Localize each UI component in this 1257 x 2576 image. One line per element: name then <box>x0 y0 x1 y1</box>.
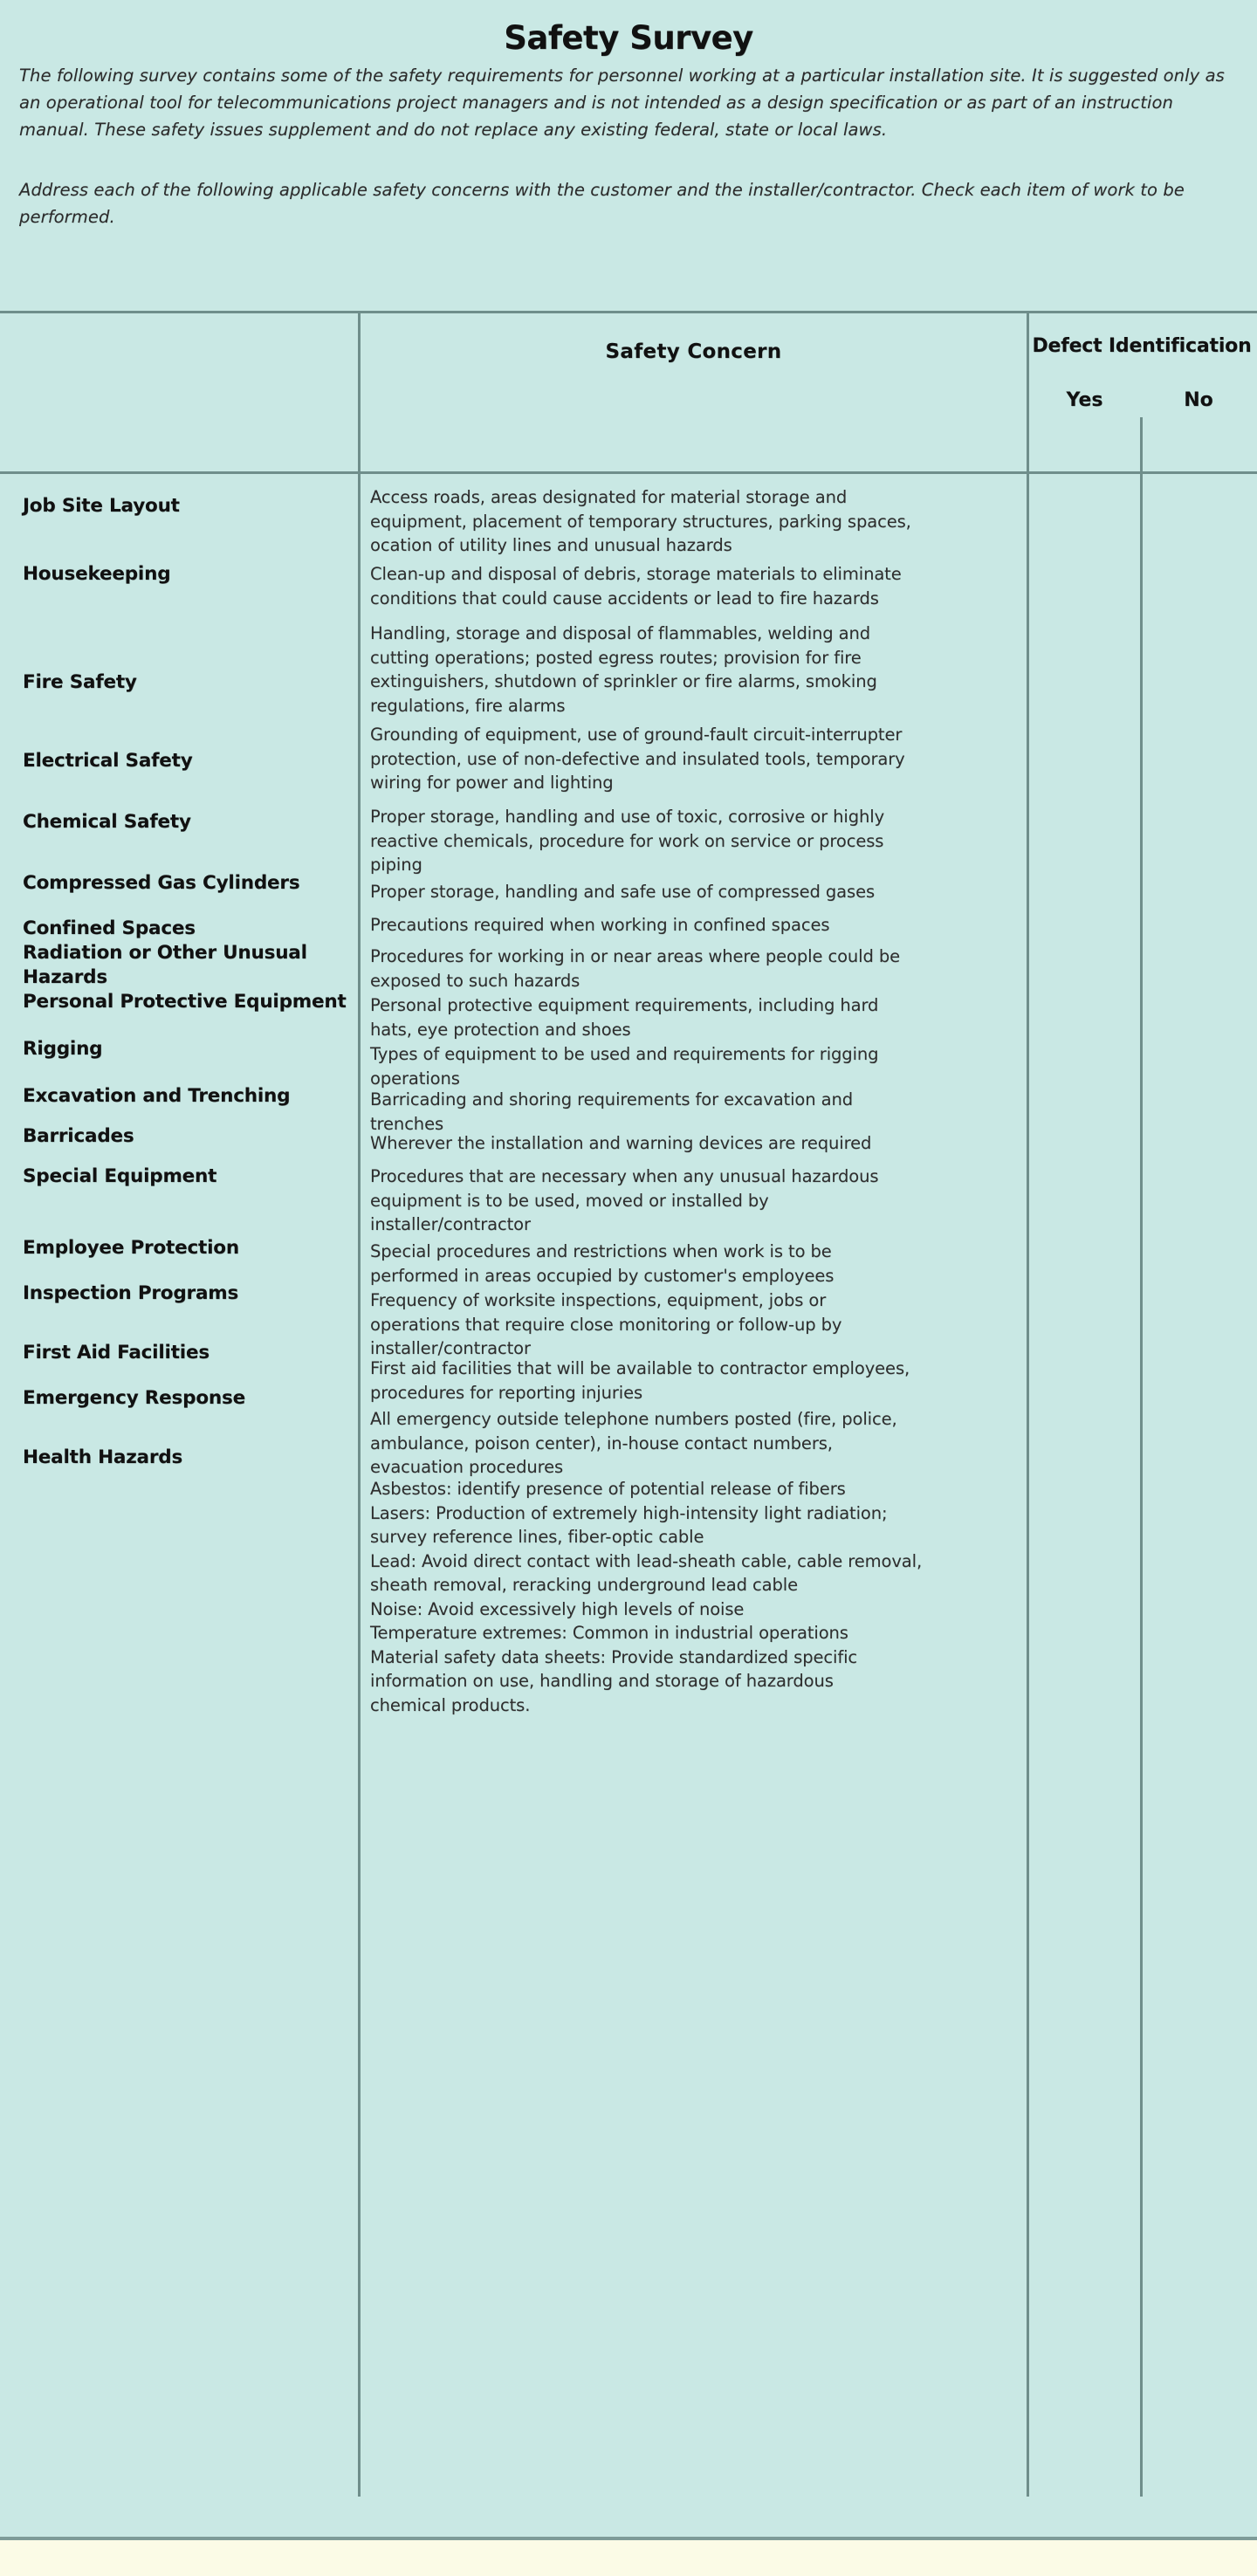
intro-block <box>0 0 1257 230</box>
concern-label: Housekeeping <box>23 563 171 585</box>
defect-no-checkbox-cell[interactable] <box>1144 1357 1252 1383</box>
concern-label: First Aid Facilities <box>23 1342 210 1364</box>
concern-description-line: Access roads, areas designated for material storage and <box>370 487 848 507</box>
concern-description-line: Grounding of equipment, use of ground-fault circuit-interrupter <box>370 725 903 745</box>
concern-description <box>370 1288 1020 1361</box>
safety-survey-table <box>0 311 1257 2538</box>
concern-description-line: Asbestos: identify presence of potential release of fibers <box>370 1479 846 1499</box>
defect-no-checkbox-cell[interactable] <box>1144 1477 1252 1503</box>
concern-description-line: installer/contractor <box>370 1214 531 1234</box>
concern-description-line: All emergency outside telephone numbers posted (fire, police, <box>370 1409 897 1429</box>
concern-description-line: extinguishers, shutdown of sprinkler or fire alarms, smoking <box>370 671 877 691</box>
defect-yes-checkbox-cell[interactable] <box>1030 993 1138 1020</box>
concern-description-line: conditions that could cause accidents or lead to fire hazards <box>370 587 879 608</box>
concern-description-line: chemical products. <box>370 1694 531 1715</box>
defect-yes-checkbox-cell[interactable] <box>1030 1088 1138 1114</box>
concern-description-line: equipment is to be used, moved or installed by <box>370 1190 769 1211</box>
concern-description-line: ocation of utility lines and unusual hazards <box>370 535 732 555</box>
concern-description <box>370 880 1020 904</box>
concern-description <box>370 1477 1020 1717</box>
concern-description-line: ambulance, poison center), in-house contact numbers, <box>370 1432 833 1453</box>
defect-yes-checkbox-cell[interactable] <box>1030 723 1138 749</box>
concern-description-line: performed in areas occupied by customer's employees <box>370 1265 835 1286</box>
column-header-no: No <box>1184 389 1213 411</box>
defect-yes-checkbox-cell[interactable] <box>1030 1131 1138 1157</box>
concern-label: Confined Spaces <box>23 917 196 939</box>
concern-description-line: piping <box>370 855 422 875</box>
concern-description-line: Types of equipment to be used and requirements for rigging <box>370 1044 879 1064</box>
concern-description-line: Procedures that are necessary when any unusual hazardous <box>370 1166 879 1186</box>
column-divider-category <box>358 311 361 2497</box>
defect-yes-checkbox-cell[interactable] <box>1030 880 1138 906</box>
column-header-yes: Yes <box>1066 389 1103 411</box>
defect-yes-checkbox-cell[interactable] <box>1030 1164 1138 1191</box>
concern-description-line: information on use, handling and storage of hazardous <box>370 1671 834 1691</box>
defect-no-checkbox-cell[interactable] <box>1144 1407 1252 1433</box>
concern-description-line: Proper storage, handling and use of toxic, corrosive or highly <box>370 807 885 827</box>
concern-description-line: Frequency of worksite inspections, equipment, jobs or <box>370 1290 827 1310</box>
concern-description <box>370 1407 1020 1480</box>
concern-description-line: Clean-up and disposal of debris, storage materials to eliminate <box>370 564 902 584</box>
concern-label: Emergency Response <box>23 1387 245 1409</box>
concern-description <box>370 805 1020 877</box>
page-bottom-strip <box>0 2540 1257 2576</box>
concern-description-line: sheath removal, reracking underground lead cable <box>370 1575 798 1595</box>
defect-no-checkbox-cell[interactable] <box>1144 1042 1252 1068</box>
concern-description-line: Temperature extremes: Common in industrial operations <box>370 1623 848 1643</box>
defect-yes-checkbox-cell[interactable] <box>1030 1477 1138 1503</box>
concern-label: Chemical Safety <box>23 811 191 833</box>
defect-no-checkbox-cell[interactable] <box>1144 562 1252 588</box>
concern-description-line: Lasers: Production of extremely high-intensity light radiation; <box>370 1502 888 1523</box>
defect-yes-checkbox-cell[interactable] <box>1030 1042 1138 1068</box>
concern-description-line: cutting operations; posted egress routes; provision for fire <box>370 647 862 668</box>
concern-label: Health Hazards <box>23 1446 183 1468</box>
page-title: Safety Survey <box>504 19 753 57</box>
defect-yes-checkbox-cell[interactable] <box>1030 485 1138 512</box>
concern-description-line: Lead: Avoid direct contact with lead-sheath cable, cable removal, <box>370 1550 923 1571</box>
concern-label: Job Site Layout <box>23 495 180 517</box>
concern-label: Excavation and Trenching <box>23 1085 291 1107</box>
concern-description <box>370 622 1020 718</box>
concern-description-line: procedures for reporting injuries <box>370 1382 643 1403</box>
defect-no-checkbox-cell[interactable] <box>1144 913 1252 939</box>
defect-no-checkbox-cell[interactable] <box>1144 1240 1252 1266</box>
concern-description-line: equipment, placement of temporary structures, parking spaces, <box>370 511 911 532</box>
concern-description-line: reactive chemicals, procedure for work on service or process <box>370 830 884 851</box>
concern-label: Barricades <box>23 1125 134 1147</box>
concern-description-line: Proper storage, handling and safe use of compressed gases <box>370 882 876 902</box>
defect-no-checkbox-cell[interactable] <box>1144 993 1252 1020</box>
defect-no-checkbox-cell[interactable] <box>1144 1131 1252 1157</box>
defect-yes-checkbox-cell[interactable] <box>1030 562 1138 588</box>
column-divider-yes-no <box>1140 417 1143 2497</box>
concern-description-line: regulations, fire alarms <box>370 695 566 716</box>
concern-description <box>370 1042 1020 1090</box>
defect-no-checkbox-cell[interactable] <box>1144 1088 1252 1114</box>
concern-description-line: protection, use of non-defective and insulated tools, temporary <box>370 748 905 769</box>
concern-description-line: evacuation procedures <box>370 1457 564 1477</box>
concern-label: Personal Protective Equipment <box>23 991 347 1013</box>
concern-description-line: Barricading and shoring requirements for excavation and <box>370 1089 853 1109</box>
concern-description-line: wiring for power and lighting <box>370 773 614 793</box>
table-top-border <box>0 311 1257 313</box>
concern-description-line: Material safety data sheets: Provide standardized specific <box>370 1646 858 1667</box>
concern-label: Fire Safety <box>23 671 137 693</box>
defect-no-checkbox-cell[interactable] <box>1144 485 1252 512</box>
intro-paragraph-1: The following survey contains some of the safety requirements for personnel working at a particular installation site. It is suggested only as an operational tool for telecommunications project managers and is not intended as a design specification or as part of an instruction manual. These safety issues supplement and do not replace any existing federal, state or local laws. <box>19 65 1225 140</box>
defect-yes-checkbox-cell[interactable] <box>1030 1407 1138 1433</box>
concern-description-line: Precautions required when working in confined spaces <box>370 915 830 935</box>
defect-yes-checkbox-cell[interactable] <box>1030 1357 1138 1383</box>
defect-no-checkbox-cell[interactable] <box>1144 805 1252 831</box>
column-divider-defect <box>1027 311 1029 2497</box>
concern-description <box>370 1357 1020 1405</box>
defect-no-checkbox-cell[interactable] <box>1144 1164 1252 1191</box>
defect-no-checkbox-cell[interactable] <box>1144 880 1252 906</box>
intro-paragraph-2: Address each of the following applicable safety concerns with the customer and the installer/contractor. Check each item of work to be performed. <box>19 180 1185 227</box>
concern-label: Inspection Programs <box>23 1282 239 1304</box>
concern-description <box>370 993 1020 1041</box>
defect-no-checkbox-cell[interactable] <box>1144 622 1252 648</box>
table-header-border <box>0 471 1257 474</box>
defect-no-checkbox-cell[interactable] <box>1144 1288 1252 1315</box>
concern-description-line: survey reference lines, fiber-optic cable <box>370 1527 704 1547</box>
column-header-defect-identification: Defect Identification <box>1032 335 1252 357</box>
defect-yes-checkbox-cell[interactable] <box>1030 1288 1138 1315</box>
concern-label: Rigging <box>23 1038 103 1060</box>
concern-description <box>370 485 1020 558</box>
column-header-safety-concern: Safety Concern <box>605 340 782 363</box>
defect-no-checkbox-cell[interactable] <box>1144 945 1252 971</box>
defect-yes-checkbox-cell[interactable] <box>1030 805 1138 831</box>
concern-description-line: operations <box>370 1068 460 1089</box>
concern-description-line: exposed to such hazards <box>370 970 580 991</box>
concern-description-line: Noise: Avoid excessively high levels of noise <box>370 1598 745 1619</box>
defect-yes-checkbox-cell[interactable] <box>1030 622 1138 648</box>
concern-description <box>370 945 1020 993</box>
concern-description-line: Handling, storage and disposal of flammables, welding and <box>370 623 871 643</box>
concern-label: Compressed Gas Cylinders <box>23 872 300 894</box>
concern-description-line: hats, eye protection and shoes <box>370 1019 631 1040</box>
defect-no-checkbox-cell[interactable] <box>1144 723 1252 749</box>
defect-yes-checkbox-cell[interactable] <box>1030 945 1138 971</box>
concern-label: Electrical Safety <box>23 750 193 772</box>
concern-description <box>370 913 1020 938</box>
concern-label: Special Equipment <box>23 1165 217 1187</box>
concern-description-line: installer/contractor <box>370 1338 531 1358</box>
concern-description <box>370 723 1020 795</box>
concern-description <box>370 1088 1020 1136</box>
concern-description <box>370 1164 1020 1237</box>
concern-description-line: Personal protective equipment requirements, including hard <box>370 995 879 1015</box>
concern-description <box>370 562 1020 610</box>
concern-label: Employee Protection <box>23 1237 239 1259</box>
concern-description <box>370 1131 1020 1156</box>
concern-label: Radiation or Other Unusual Hazards <box>23 942 307 988</box>
concern-description-line: operations that require close monitoring or follow-up by <box>370 1314 842 1335</box>
concern-description-line: Wherever the installation and warning devices are required <box>370 1133 872 1153</box>
concern-description-line: Special procedures and restrictions when work is to be <box>370 1241 832 1261</box>
defect-yes-checkbox-cell[interactable] <box>1030 1240 1138 1266</box>
concern-description-line: Procedures for working in or near areas where people could be <box>370 946 901 966</box>
concern-description-line: First aid facilities that will be available to contractor employees, <box>370 1358 910 1378</box>
concern-description-line: trenches <box>370 1113 444 1134</box>
concern-description <box>370 1240 1020 1288</box>
defect-yes-checkbox-cell[interactable] <box>1030 913 1138 939</box>
